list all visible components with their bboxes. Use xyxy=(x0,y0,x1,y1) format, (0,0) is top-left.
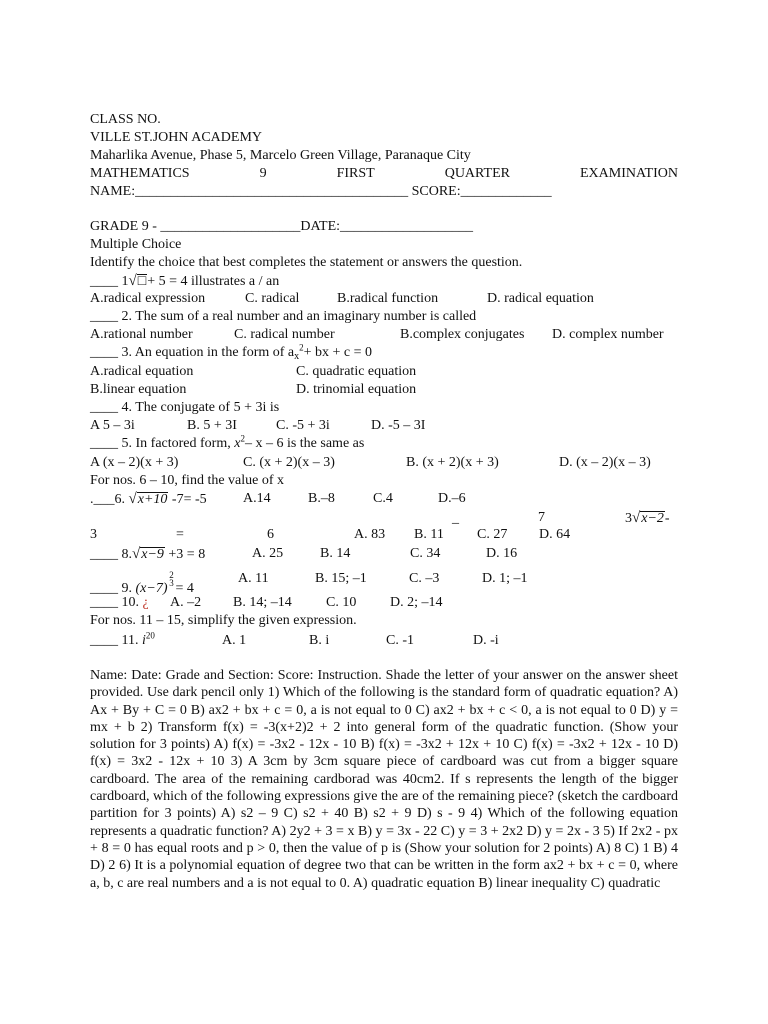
question-5: ____ 5. In factored form, $x^2-$ x – 6 is the same as xyxy=(90,433,365,451)
q2-choice-b: B.complex conjugates xyxy=(400,327,525,342)
q1-choice-a: A.radical expression xyxy=(90,291,206,306)
question-8: ____ 8.√x−9 +3 = 8 xyxy=(90,546,206,562)
q10-glyph: ¿ xyxy=(142,595,149,610)
instruction-6-10: For nos. 6 – 10, find the value of x xyxy=(90,473,285,488)
name-score-line: NAME:_______________________________________ SCORE:_____________ xyxy=(90,184,552,199)
q10-choice-b: B. 14; –14 xyxy=(233,595,292,610)
question-3: ____ 3. An equation in the form of $a_x^2+$ bx + c = 0 xyxy=(90,342,373,362)
question-11: ____ 11. $i^{20}$ xyxy=(90,630,155,648)
exam-title-line xyxy=(90,166,678,182)
q10-choice-a: A. –2 xyxy=(170,595,202,610)
q2-choice-a: A.rational number xyxy=(90,327,193,342)
q7-choice-b: B. 11 xyxy=(414,527,444,542)
q7-value: 6 xyxy=(267,527,274,542)
q4-choice-a: A 5 – 3i xyxy=(90,418,135,433)
q5-choice-b: B. (x + 2)(x + 3) xyxy=(406,455,499,470)
q10-choice-c: C. 10 xyxy=(326,595,357,610)
q7-equals: = xyxy=(176,527,184,542)
q10-choice-d: D. 2; –14 xyxy=(390,595,443,610)
q6-choice-d: D.–6 xyxy=(438,491,466,506)
exam-word: QUARTER xyxy=(444,166,510,181)
q7-choice-a: A. 83 xyxy=(354,527,386,542)
q9-choice-a: A. 11 xyxy=(238,571,269,586)
q4-choice-b: B. 5 + 3I xyxy=(187,418,237,433)
second-exam-text-block: Name: Date: Grade and Section: Score: Instruction. Shade the letter of your answer on the answer sheet provided. Use dark pencil only 1) Which of the following is the standard form of quadratic equation? A) Ax + By + C = 0 B) ax2 + bx + c = 0, a is not equal to 0 C) ax2 + bx + c < 0, a is not equal to 0 D) y = mx + b 2) Transform f(x) = -3(x+2)2 + 2 into general form of the quadratic function. (Show your solution for 3 points) A) f(x) = -3x2 - 12x - 10 B) f(x) = -3x2 + 12x + 10 C) f(x) = -3x2 + 12x - 10 D) f(x) = 3x2 - 12x + 10 3) A 3cm by 3cm square piece of cardboard was cut from a bigger square cardboard. The area of the remaining cardborad was 40cm2. If s represents the length of the bigger cardboard, which of the following expressions give the are of the remaining piece? (sketch the cardboard partition for 3 points) A) s2 – 9 C) s2 + 40 B) s2 + 9 D) s - 9 4) Which of the following equation represents a quadratic function? A) 2y2 + 3 = x B) y = 3x - 22 C) y = 3 + 2x2 D) y = 2x - 3 5) If 2x2 - px + 8 = 0 has equal roots and p > 0, then the value of p is (Show your solution for 2 points) A) 8 C) 1 B) 4 D) 2 6) It is a polynomial equation of degree two that can be written in the form ax2 + bx + c = 0, where a, b, c are real numbers and a is not equal to 0. A) quadratic equation B) linear inequality C) quadratic xyxy=(90,668,678,891)
question-6: .___6. √x+10 -7= -5 xyxy=(90,491,207,507)
q3-choice-c: C. quadratic equation xyxy=(296,364,417,379)
q11-choice-b: B. i xyxy=(309,633,330,648)
q11-choice-d: D. -i xyxy=(473,633,499,648)
q6-choice-b: B.–8 xyxy=(308,491,335,506)
question-1: ____ 1√□+ 5 = 4 illustrates a / an xyxy=(90,273,280,289)
question-10: ____ 10. ¿ xyxy=(90,595,149,610)
question-2: ____ 2. The sum of a real number and an imaginary number is called xyxy=(90,309,477,324)
q5-choice-d: D. (x – 2)(x – 3) xyxy=(559,455,651,470)
question-4: ____ 4. The conjugate of 5 + 3i is xyxy=(90,400,280,415)
q9-choice-d: D. 1; –1 xyxy=(482,571,528,586)
exam-word: EXAMINATION xyxy=(579,166,678,181)
section-title: Multiple Choice xyxy=(90,237,182,252)
grade-date-line: GRADE 9 - ____________________DATE:___________________ xyxy=(90,219,474,234)
school-name: VILLE ST.JOHN ACADEMY xyxy=(90,130,263,145)
q8-choice-d: D. 16 xyxy=(486,546,518,561)
q6-choice-a: A.14 xyxy=(243,491,271,506)
q9-choice-c: C. –3 xyxy=(409,571,440,586)
q7-seven: 7 xyxy=(538,510,545,525)
q7-left: 3 xyxy=(90,527,97,542)
q7-cube-root: 3√x−2- xyxy=(625,510,670,526)
exam-word: MATHEMATICS xyxy=(90,166,190,181)
q4-choice-c: C. -5 + 3i xyxy=(276,418,330,433)
q3-choice-a: A.radical equation xyxy=(90,364,194,379)
instruction-11-15: For nos. 11 – 15, simplify the given expression. xyxy=(90,613,357,628)
q11-choice-c: C. -1 xyxy=(386,633,414,648)
radicand-box: □ xyxy=(137,274,147,289)
q7-dash: _ xyxy=(452,511,459,526)
exam-word: FIRST xyxy=(336,166,375,181)
q3-choice-b: B.linear equation xyxy=(90,382,187,397)
q1-choice-c: C. radical xyxy=(245,291,300,306)
exam-word: 9 xyxy=(259,166,267,181)
q3-choice-d: D. trinomial equation xyxy=(296,382,417,397)
q2-choice-c: C. radical number xyxy=(234,327,335,342)
q5-choice-c: C. (x + 2)(x – 3) xyxy=(243,455,335,470)
question-9: ____ 9. (x−7)2 3 = 4 xyxy=(90,570,194,596)
q8-choice-a: A. 25 xyxy=(252,546,284,561)
q5-choice-a: A (x – 2)(x + 3) xyxy=(90,455,179,470)
section-instruction: Identify the choice that best completes the statement or answers the question. xyxy=(90,255,523,270)
q9-choice-b: B. 15; –1 xyxy=(315,571,367,586)
q1-choice-b: B.radical function xyxy=(337,291,439,306)
q8-choice-c: C. 34 xyxy=(410,546,441,561)
radical-sign: √ xyxy=(128,273,137,289)
q7-choice-c: C. 27 xyxy=(477,527,508,542)
q4-choice-d: D. -5 – 3I xyxy=(371,418,426,433)
q7-choice-d: D. 64 xyxy=(539,527,571,542)
q11-choice-a: A. 1 xyxy=(222,633,247,648)
class-no: CLASS NO. xyxy=(90,112,161,127)
q8-choice-b: B. 14 xyxy=(320,546,351,561)
school-address: Maharlika Avenue, Phase 5, Marcelo Green Village, Paranaque City xyxy=(90,148,471,163)
q2-choice-d: D. complex number xyxy=(552,327,664,342)
q6-choice-c: C.4 xyxy=(373,491,393,506)
q1-choice-d: D. radical equation xyxy=(487,291,594,306)
